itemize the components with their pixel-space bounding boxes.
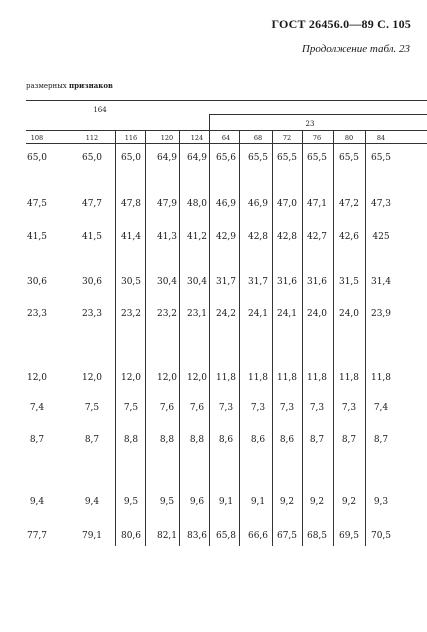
table-cell: 23,1 [186,309,208,319]
column-header: 116 [124,134,138,142]
table-cell: 31,7 [247,277,269,287]
table-cell: 12,0 [120,373,142,383]
table-cell: 24,1 [247,309,269,319]
table-cell: 8,7 [84,435,100,445]
table-cell: 7,3 [218,403,234,413]
table-cell: 12,0 [186,373,208,383]
table-cell: 12,0 [26,373,48,383]
table-cell: 77,7 [26,531,48,541]
table-cell: 70,5 [370,531,392,541]
table-cell: 65,5 [247,153,269,163]
table-cell: 8,6 [218,435,234,445]
table-cell: 30,6 [26,277,48,287]
table-cell: 42,6 [338,232,360,242]
table-cell: 42,8 [247,232,269,242]
table-cell: 82,1 [156,531,178,541]
table-cell: 12,0 [156,373,178,383]
table-cell: 9,5 [159,497,175,507]
table-cell: 8,8 [189,435,205,445]
table-cell: 41,3 [156,232,178,242]
caption-text: размерных [26,82,69,90]
table-cell: 7,3 [279,403,295,413]
table-cell: 31,6 [306,277,328,287]
table-cell: 9,3 [373,497,389,507]
table-cell: 9,2 [341,497,357,507]
table-cell: 7,3 [341,403,357,413]
table-cell: 9,1 [250,497,266,507]
table-top-rule [26,100,427,101]
table-cell: 68,5 [306,531,328,541]
table-cell: 65,5 [338,153,360,163]
table-cell: 42,9 [215,232,237,242]
table-cell: 11,8 [306,373,328,383]
table-cell: 65,0 [120,153,142,163]
table-cell: 24,0 [338,309,360,319]
table-cell: 41,5 [26,232,48,242]
table-cell: 46,9 [247,199,269,209]
table-cell: 7,4 [29,403,45,413]
table-cell: 9,2 [309,497,325,507]
table-cell: 31,4 [370,277,392,287]
table-continuation-label: Продолжение табл. 23 [301,43,410,55]
column-divider [365,130,366,546]
table-cell: 7,4 [373,403,389,413]
table-cell: 425 [372,232,390,242]
table-cell: 66,6 [247,531,269,541]
table-cell: 11,8 [276,373,298,383]
column-header: 108 [30,134,44,142]
table-cell: 41,4 [120,232,142,242]
table-cell: 8,8 [159,435,175,445]
table-cell: 65,8 [215,531,237,541]
table-cell: 30,4 [186,277,208,287]
table-cell: 23,9 [370,309,392,319]
table-cell: 9,1 [218,497,234,507]
column-header: 72 [282,134,292,142]
column-divider [209,114,210,546]
table-cell: 83,6 [186,531,208,541]
table-cell: 7,3 [309,403,325,413]
table-cell: 69,5 [338,531,360,541]
table-cell: 30,4 [156,277,178,287]
column-header: 84 [376,134,386,142]
table-cell: 67,5 [276,531,298,541]
table-cell: 80,6 [120,531,142,541]
table-cell: 79,1 [81,531,103,541]
table-cell: 8,7 [309,435,325,445]
table-cell: 7,6 [159,403,175,413]
column-divider [239,130,240,546]
table-cell: 47,7 [81,199,103,209]
table-cell: 47,5 [26,199,48,209]
table-cell: 7,6 [189,403,205,413]
table-cell: 9,6 [189,497,205,507]
column-divider [333,130,334,546]
table-cell: 12,0 [81,373,103,383]
table-cell: 47,1 [306,199,328,209]
group-label-164: 164 [93,106,107,114]
table-cell: 8,7 [29,435,45,445]
column-header: 68 [253,134,263,142]
table-cell: 64,9 [156,153,178,163]
page-header-title: ГОСТ 26456.0—89 С. 105 [271,17,411,31]
table-cell: 47,0 [276,199,298,209]
header-rule-top [26,130,427,131]
table-cell: 8,8 [123,435,139,445]
table-cell: 65,0 [81,153,103,163]
table-cell: 8,6 [279,435,295,445]
table-cell: 31,7 [215,277,237,287]
column-divider [272,130,273,546]
table-cell: 23,3 [26,309,48,319]
table-cell: 30,5 [120,277,142,287]
table-cell: 42,7 [306,232,328,242]
table-caption [26,81,113,90]
table-cell: 41,2 [186,232,208,242]
table-cell: 30,6 [81,277,103,287]
table-cell: 24,1 [276,309,298,319]
column-header: 124 [190,134,204,142]
column-header: 80 [344,134,354,142]
table-cell: 24,0 [306,309,328,319]
table-cell: 42,8 [276,232,298,242]
table-cell: 11,8 [247,373,269,383]
table-cell: 65,0 [26,153,48,163]
table-cell: 23,2 [156,309,178,319]
table-cell: 8,7 [373,435,389,445]
table-cell: 47,8 [120,199,142,209]
header-rule-bottom [26,143,427,144]
table-cell: 9,4 [84,497,100,507]
group-rule-right [209,114,427,115]
column-divider [302,130,303,546]
table-cell: 46,9 [215,199,237,209]
table-cell: 23,2 [120,309,142,319]
table-cell: 9,5 [123,497,139,507]
column-header: 120 [160,134,174,142]
table-cell: 48,0 [186,199,208,209]
table-cell: 11,8 [370,373,392,383]
caption-text-bold: признаков [68,81,113,90]
table-cell: 7,3 [250,403,266,413]
column-header: 64 [221,134,231,142]
table-cell: 11,8 [338,373,360,383]
table-cell: 47,2 [338,199,360,209]
table-cell: 31,6 [276,277,298,287]
column-header: 112 [85,134,99,142]
table-cell: 9,4 [29,497,45,507]
column-header: 76 [312,134,322,142]
table-cell: 41,5 [81,232,103,242]
table-cell: 64,9 [186,153,208,163]
column-divider [115,130,116,546]
table-cell: 31,5 [338,277,360,287]
table-cell: 8,6 [250,435,266,445]
table-cell: 23,3 [81,309,103,319]
column-divider [179,130,180,546]
group-label-23: 23 [305,120,315,128]
table-cell: 65,5 [370,153,392,163]
table-cell: 11,8 [215,373,237,383]
column-divider [145,130,146,546]
table-cell: 65,5 [276,153,298,163]
table-cell: 65,5 [306,153,328,163]
table-cell: 47,9 [156,199,178,209]
table-cell: 65,6 [215,153,237,163]
table-cell: 7,5 [84,403,100,413]
table-cell: 8,7 [341,435,357,445]
table-cell: 24,2 [215,309,237,319]
table-cell: 7,5 [123,403,139,413]
table-cell: 47,3 [370,199,392,209]
table-cell: 9,2 [279,497,295,507]
